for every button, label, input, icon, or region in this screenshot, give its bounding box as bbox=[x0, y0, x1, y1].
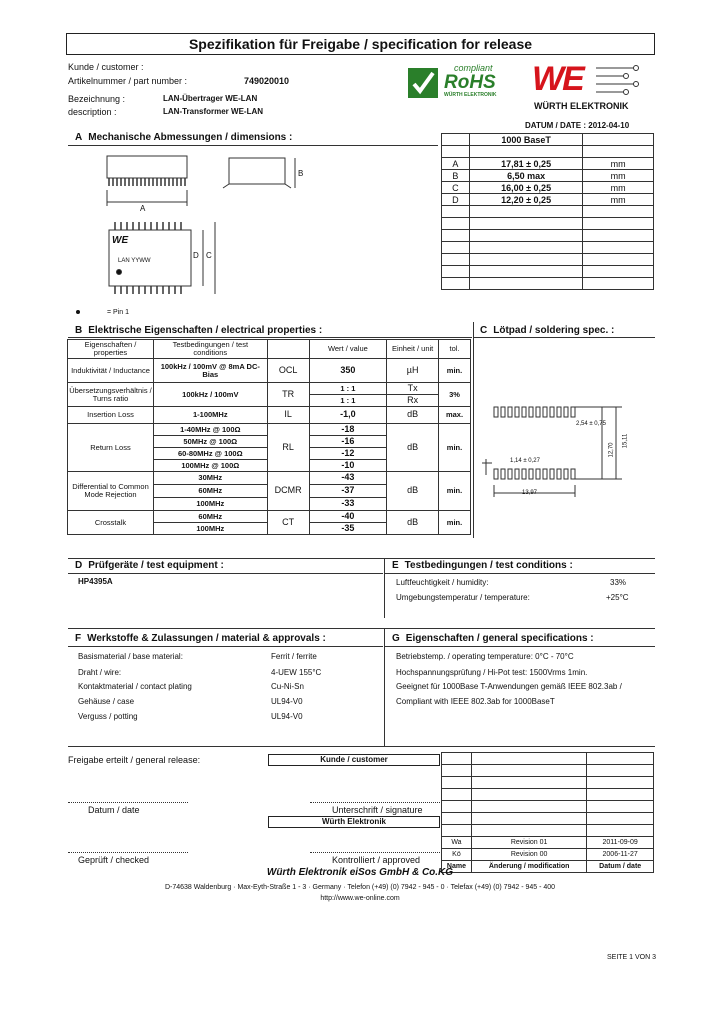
customer-label: Kunde / customer : bbox=[68, 62, 144, 72]
section-fg-top-rule bbox=[68, 628, 655, 629]
section-g-rule bbox=[385, 646, 655, 647]
dim-d-label: D bbox=[193, 251, 199, 260]
section-f-title-text: Werkstoffe & Zulassungen / material & approvals : bbox=[87, 633, 326, 644]
mechanical-drawing bbox=[95, 150, 310, 305]
page-title: Spezifikation für Freigabe / specification for release bbox=[188, 36, 533, 52]
we-mark: WE bbox=[532, 60, 583, 98]
dim-row: B 6,50 max mm bbox=[442, 170, 654, 182]
potting-value: UL94-V0 bbox=[271, 712, 303, 721]
section-b-rule bbox=[68, 337, 472, 338]
pad-size: 1,14 ± 0,27 bbox=[510, 458, 540, 464]
description-label: description : bbox=[68, 107, 117, 117]
section-c-rule bbox=[474, 337, 655, 338]
humidity-label: Luftfeuchtigkeit / humidity: bbox=[396, 578, 489, 587]
designation-label: Bezeichnung : bbox=[68, 94, 126, 104]
spec-suitable: Geeignet für 1000Base T-Anwendungen gemäß IEEE 802.3ab / bbox=[396, 682, 622, 691]
plating-value: Cu-Ni-Sn bbox=[271, 682, 304, 691]
section-c-title bbox=[480, 326, 614, 336]
date-label: Datum / date bbox=[88, 805, 140, 815]
section-b-title-text: Elektrische Eigenschaften / electrical properties : bbox=[88, 325, 323, 336]
section-bc-divider bbox=[473, 322, 474, 538]
spec-operating-temp: Betriebstemp. / operating temperature: 0°C - 70°C bbox=[396, 652, 574, 661]
checkmark-icon bbox=[410, 70, 436, 96]
material-value: Ferrit / ferrite bbox=[271, 652, 317, 661]
page-number: SEITE 1 VON 3 bbox=[607, 954, 657, 961]
humidity-value: 33% bbox=[610, 578, 627, 587]
section-g-title bbox=[392, 634, 594, 644]
section-de-top-rule bbox=[68, 558, 655, 559]
checked-label: Geprüft / checked bbox=[78, 855, 150, 865]
dim-c-label: C bbox=[206, 251, 212, 260]
pad-pitch: 2,54 ± 0,75 bbox=[576, 421, 606, 427]
temperature-label: Umgebungstemperatur / temperature: bbox=[396, 593, 530, 602]
release-date-line bbox=[68, 802, 188, 803]
section-e-title-text: Testbedingungen / test conditions : bbox=[404, 560, 573, 571]
chip-logo: WE bbox=[112, 235, 129, 246]
footer-address: D-74638 Waldenburg · Max-Eyth-Straße 1 - 3 · Germany · Telefon (+49) (0) 7942 - 945 - 0 · Telefax (+49) (0) 7942 - 945 - 400 bbox=[164, 884, 556, 891]
pad-width: 13,97 bbox=[522, 490, 538, 496]
footer-url[interactable]: http://www.we-online.com bbox=[320, 895, 400, 902]
section-d-title-text: Prüfgeräte / test equipment : bbox=[88, 560, 224, 571]
section-e-rule bbox=[385, 573, 655, 574]
section-b-title bbox=[75, 326, 322, 336]
spec-hipot: Hochspannungsprüfung / Hi-Pot test: 1500Vrms 1min. bbox=[396, 668, 588, 677]
we-name: WÜRTH ELEKTRONIK bbox=[534, 101, 629, 111]
section-e-title bbox=[392, 561, 573, 571]
approved-line bbox=[310, 852, 440, 853]
release-sign-line bbox=[310, 802, 440, 803]
section-d-letter: D bbox=[75, 560, 83, 571]
section-de-divider bbox=[384, 558, 385, 618]
revision-table bbox=[441, 752, 654, 873]
case-label: Gehäuse / case bbox=[78, 697, 135, 706]
revision-row: Wa Revision 01 2011-09-09 bbox=[442, 837, 654, 849]
description-value: LAN-Transformer WE-LAN bbox=[163, 107, 264, 116]
article-label: Artikelnummer / part number : bbox=[68, 76, 188, 86]
temperature-value: +25°C bbox=[606, 593, 629, 602]
section-a-rule bbox=[68, 145, 438, 146]
spec-compliant: Compliant with IEEE 802.3ab for 1000BaseT bbox=[396, 697, 555, 706]
rohs-logo bbox=[408, 64, 516, 100]
section-a-title bbox=[75, 133, 292, 143]
section-d-title bbox=[75, 561, 224, 571]
plating-label: Kontaktmaterial / contact plating bbox=[78, 682, 192, 691]
material-label: Basismaterial / base material: bbox=[78, 652, 183, 661]
chip-text: LAN YYWW bbox=[118, 258, 151, 264]
section-d-rule bbox=[68, 573, 383, 574]
rohs-compliant: compliant bbox=[454, 63, 493, 73]
section-f-letter: F bbox=[75, 633, 82, 644]
revision-header-row: Name Änderung / modification Datum / date bbox=[442, 861, 654, 873]
potting-label: Verguss / potting bbox=[78, 712, 138, 721]
dim-row: A 17,81 ± 0,25 mm bbox=[442, 158, 654, 170]
company-box-label: Würth Elektronik bbox=[321, 817, 386, 826]
wire-value: 4-UEW 155°C bbox=[271, 668, 322, 677]
section-f-rule bbox=[68, 646, 383, 647]
we-lines-icon bbox=[596, 60, 642, 100]
revision-row: Kö Revision 00 2006-11-27 bbox=[442, 849, 654, 861]
dim-b-label: B bbox=[298, 169, 304, 178]
dim-a-label: A bbox=[140, 204, 146, 213]
section-e-letter: E bbox=[392, 560, 399, 571]
customer-box-label: Kunde / customer bbox=[320, 755, 388, 764]
section-g-letter: G bbox=[392, 633, 400, 644]
pad-h2: 15,11 bbox=[622, 433, 629, 449]
rohs-text: RoHS bbox=[444, 72, 496, 93]
article-number: 749020010 bbox=[244, 76, 290, 86]
pad-h1: 12,70 bbox=[608, 442, 615, 458]
case-value: UL94-V0 bbox=[271, 697, 303, 706]
section-b-letter: B bbox=[75, 325, 83, 336]
general-release-label: Freigabe erteilt / general release: bbox=[68, 755, 201, 765]
signature-label: Unterschrift / signature bbox=[332, 805, 423, 815]
pin-note: = Pin 1 bbox=[107, 309, 129, 316]
checked-line bbox=[68, 852, 188, 853]
section-f-title bbox=[75, 634, 326, 644]
pin-bullet-icon bbox=[76, 310, 80, 314]
footer-company: Würth Elektronik eiSos GmbH & Co.KG bbox=[266, 867, 454, 878]
section-c-letter: C bbox=[480, 325, 488, 336]
release-date: DATUM / DATE : 2012-04-10 bbox=[525, 121, 630, 130]
test-equipment: HP4395A bbox=[78, 577, 113, 586]
wire-label: Draht / wire: bbox=[78, 668, 122, 677]
solder-pad-drawing bbox=[482, 405, 642, 505]
section-a-title-text: Mechanische Abmessungen / dimensions : bbox=[88, 132, 293, 143]
dim-row: D 12,20 ± 0,25 mm bbox=[442, 194, 654, 206]
dim-row: C 16,00 ± 0,25 mm bbox=[442, 182, 654, 194]
rohs-subtext: WÜRTH ELEKTRONIK bbox=[444, 92, 497, 98]
dim-col-header: 1000 BaseT bbox=[469, 134, 582, 146]
release-top-rule bbox=[68, 746, 655, 747]
we-logo bbox=[528, 58, 643, 114]
section-c-title-text: Lötpad / soldering spec. : bbox=[493, 325, 615, 336]
electrical-table: Eigenschaften / properties Testbedingungen / test conditions Wert / value Einheit / unit tol. Induktivität / Inductance 100kHz / 100mV @ 8mA DC-Bias OCL 350 µH min. Übersetzungsverhältnis / Turns ratio 100kHz / 100mV TR 1 : 1 Tx 3% 1 : 1 Rx Insertion Loss 1-100MHz IL -1,0 dB max. Return Loss 1-40MHz @ 100Ω RL -18 dB min. 50MHz @ 100Ω -16 60-80MHz @ 100Ω -12 100MHz @ 100Ω -10 Differential to Common Mode Rejection 30MHz DCMR -43 dB min. 60MHz -37 100MHz -33 Crosstalk 60MHz CT -40 dB min. 100MHz -35 bbox=[67, 339, 471, 535]
dimensions-table bbox=[441, 133, 654, 290]
section-a-letter: A bbox=[75, 132, 83, 143]
approved-label: Kontrolliert / approved bbox=[332, 855, 421, 865]
designation-value: LAN-Übertrager WE-LAN bbox=[163, 94, 258, 103]
section-g-title-text: Eigenschaften / general specifications : bbox=[405, 633, 594, 644]
